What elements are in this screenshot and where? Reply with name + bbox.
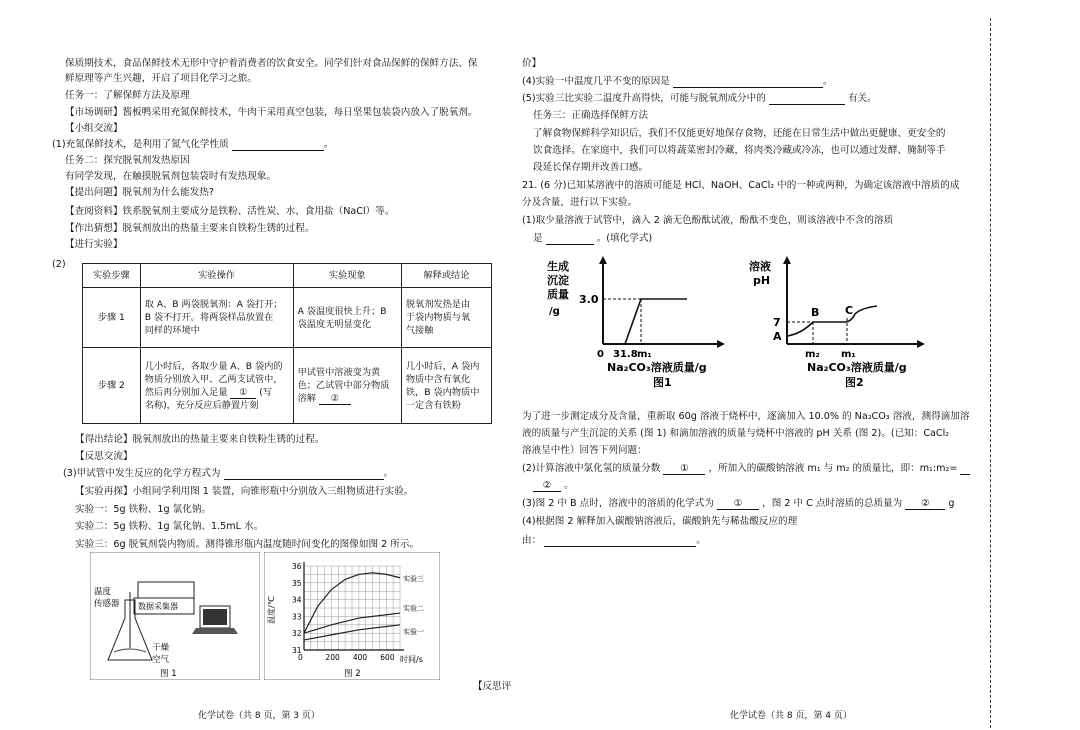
ask-question: 【提出问题】脱氧剂为什么能发热? (65, 187, 214, 198)
reflection-heading: 【反思交流】 (75, 451, 133, 462)
row2-operation (140, 348, 293, 424)
graph1-origin: 0 (597, 349, 604, 360)
graph2-ylabel: pH (753, 274, 771, 287)
answer-blank-s2-2[interactable]: ② (533, 479, 561, 492)
question-5-text: (5)实验三比实验二温度升高得快，可能与脱氧剂成分中的 (522, 93, 766, 104)
graph2-y7: 7 (773, 316, 781, 329)
row2-concl-line: 一定含有铁粉 (405, 399, 461, 411)
row1-concl-line: 于袋内物质与氧 (405, 312, 471, 323)
question-2-label: (2) (52, 259, 66, 270)
x-tick-label: 200 (325, 653, 340, 662)
chart-axes (292, 562, 404, 662)
experiment-heading: 【进行实验】 (65, 239, 123, 250)
row1-step: 步骤 1 (83, 288, 141, 348)
answer-blank-table-1[interactable]: ① (230, 386, 256, 399)
x-tick-label: 400 (352, 653, 368, 662)
sub-question-1-answer (533, 232, 652, 245)
intro-line-1: 保质期技术，食品保鲜技术无形中守护着消费者的饮食安全。同学们针对食品保鲜的保鲜方法、保 (65, 58, 478, 69)
answer-blank-table-2[interactable]: ② (319, 392, 351, 405)
paragraph-line: 溶液呈中性）回答下列问题： (522, 445, 647, 456)
row1-phen-line: 袋温度无明显变化 (297, 318, 372, 330)
graph1-y-arrow (599, 256, 607, 264)
row2-phen-line: 色；乙试管中部分物质 (297, 380, 390, 391)
answer-blank-q5[interactable] (769, 94, 845, 105)
header-step: 实验步骤 (83, 264, 141, 288)
task-one-heading: 任务一：了解保鲜方法及原理 (65, 90, 190, 101)
series-label: 实验二 (403, 604, 424, 613)
question-21-stem-2: 分及含量，进行以下实验。 (522, 197, 638, 208)
graph1-ylabel: 生成 (547, 260, 569, 273)
row2-concl-line: 铁，B 袋内物质中 (405, 386, 480, 398)
sub-question-1-suffix: 。(填化学式) (596, 233, 653, 244)
graph1-m1: m₁ (637, 349, 652, 360)
answer-blank-q1[interactable] (232, 140, 324, 151)
answer-blank-s3-2[interactable]: ② (905, 497, 945, 510)
row2-conclusion (401, 348, 491, 424)
graph1-x-arrow (717, 340, 725, 348)
graph2-m1: m₁ (841, 349, 856, 360)
answer-blank-s3-1[interactable]: ① (717, 497, 759, 510)
graph2-caption: 图2 (845, 376, 864, 389)
figure-2-temperature-chart (264, 552, 440, 680)
y-tick-label: 35 (292, 578, 302, 588)
question-4-text: (4)实验一中温度几乎不变的原因是 (522, 76, 670, 87)
re-experiment: 【实验再探】小组同学利用图 1 装置，向锥形瓶中分别放入三组物质进行实验。 (75, 486, 414, 497)
graph2-point-b: B (811, 306, 820, 319)
answer-blank-s1[interactable] (546, 234, 594, 245)
dry-air-label: 干燥 (152, 643, 170, 653)
paragraph-line: 液的质量与产生沉淀的关系 (图 1) 和滴加溶液的质量与烧杯中溶液的 pH 关系 (图 2)。(已知：CaCl₂ (522, 428, 950, 439)
question-21-stem: 21. (6 分)已知某溶液中的溶质可能是 HCl、NaOH、CaCl₂ 中的一种或两种，为确定该溶液中溶质的成 (522, 180, 960, 191)
sub-question-1: (1)取少量溶液于试管中，滴入 2 滴无色酚酞试液，酚酞不变色，则该溶液中不含的溶质 (522, 215, 894, 226)
x-tick-label: 600 (380, 653, 395, 662)
figure-1-caption: 图 1 (160, 669, 177, 679)
sub-question-3 (522, 497, 954, 510)
question-1: (1)充氮保鲜技术，是利用了氮气化学性质 。 (52, 139, 334, 150)
sub-question-1-prefix: 是 (533, 233, 543, 244)
row2-op-line: 几小时后，各取少量 A、B 袋内的 (144, 360, 283, 372)
graph1-caption: 图1 (653, 376, 672, 389)
row2-op-line (145, 386, 289, 399)
x-axis-label: 时间/s (400, 655, 423, 664)
market-research: 【市场调研】酱板鸭采用充氮保鲜技术，牛肉干采用真空包装，每日坚果包装袋内放入了脱氧剂。 (65, 107, 478, 118)
answer-blank-s4[interactable] (544, 536, 696, 547)
graph-2-ph (743, 252, 943, 390)
task-three-heading: 任务三：正确选择保鲜方法 (533, 110, 649, 121)
y-axis-label: 温度/℃ (267, 596, 276, 624)
collector-label: 数据采集器 (138, 602, 178, 611)
question-3-text: (3)甲试管中发生反应的化学方程式为 (63, 468, 221, 479)
answer-blank-s2-1[interactable]: ① (663, 462, 705, 475)
dry-air-label: 空气 (152, 655, 170, 665)
figure-2-caption: 图 2 (344, 669, 361, 679)
sensor-label: 传感器 (94, 599, 120, 609)
row2-op-line: 物质分别放入甲、乙两支试管中， (144, 373, 283, 385)
paragraph-line: 为了进一步测定成分及含量，重新取 60g 溶液于烧杯中，逐滴加入 10.0% 的 Na₂CO₃ 溶液，测得滴加溶 (522, 411, 970, 422)
knowledge-line: 段延长保存期并改善口感。 (533, 162, 649, 173)
graph1-x-value: 31.8 (613, 349, 638, 360)
question-5-suffix: 有关。 (847, 93, 877, 104)
sub-question-3-text-2: ，图 2 中 C 点时溶质的总质量为 (762, 498, 903, 509)
graph-1-precipitate (537, 252, 733, 390)
experiment-one: 实验一：5g 铁粉、1g 氯化钠。 (75, 504, 212, 515)
row2-op-line: 名称)，充分反应后静置片刻 (144, 399, 259, 411)
graph2-curve (787, 306, 877, 336)
y-tick-label: 33 (292, 612, 302, 622)
graph2-point-a: A (773, 330, 782, 343)
graph2-ylabel: 溶液 (749, 260, 771, 273)
graph1-line (625, 299, 687, 344)
graph2-m2: m₂ (805, 349, 820, 360)
reflect-eval-label: 【反思评 (473, 681, 512, 692)
y-tick-label: 31 (292, 646, 302, 655)
row2-concl-line: 几小时后，A 袋内 (405, 360, 480, 372)
row2-phenomenon (293, 348, 401, 424)
header-conclusion: 解释或结论 (401, 264, 491, 288)
graph2-xlabel: Na₂CO₃溶液质量/g (807, 361, 907, 374)
hypothesis: 【作出猜想】脱氧剂放出的热量主要来自铁粉生锈的过程。 (65, 223, 315, 234)
sub-question-4-answer: 由： 。 (522, 535, 706, 546)
sub-question-2-text-2: ，所加入的碳酸钠溶液 m₁ 与 m₂ 的质量比，即：m₁:m₂= (708, 463, 958, 474)
row2-op-suffix: (写 (259, 386, 273, 398)
row1-op-line: B 袋不打开。将两袋样品放置在 (144, 312, 274, 323)
conclusion: 【得出结论】脱氧剂放出的热量主要来自铁粉生锈的过程。 (75, 434, 325, 445)
row1-op-line: 同样的环境中 (144, 325, 200, 336)
sub-question-2-text: (2)计算溶液中氯化氢的质量分数 (522, 463, 661, 474)
x-tick-label: 0 (298, 653, 303, 662)
header-operation: 实验操作 (140, 264, 293, 288)
experiment-three: 实验三：6g 脱氧剂袋内物质。测得锥形瓶内温度随时间变化的图像如图 2 所示。 (75, 539, 420, 550)
laptop-base (192, 628, 238, 634)
binding-dashed-line (990, 18, 991, 728)
answer-blank-q4[interactable] (673, 77, 823, 88)
sub-question-3-text: (3)图 2 中 B 点时，溶液中的溶质的化学式为 (522, 498, 714, 509)
table-header-row (83, 264, 492, 288)
table-row (83, 288, 492, 348)
sub-question-2-cont (533, 479, 574, 492)
row1-concl-line: 气接触 (405, 325, 434, 336)
sensor-label: 温度 (94, 587, 112, 597)
row1-conclusion (401, 288, 491, 348)
observation: 有同学发现，在触摸脱氧剂包装袋时有发热现象。 (65, 171, 277, 182)
group-discussion: 【小组交流】 (65, 123, 123, 134)
row2-op-text: 然后再分别加入足量 (144, 386, 228, 398)
row2-phen-line (298, 392, 397, 405)
sub-question-4-prefix: 由： (522, 535, 542, 546)
intro-line-2: 鲜原理等产生兴趣，开启了项目化学习之旅。 (65, 73, 257, 84)
row1-phenomenon (293, 288, 401, 348)
row2-phen-text: 溶解 (297, 393, 316, 404)
page-footer-left: 化学试卷（共 8 页，第 3 页） (198, 711, 320, 721)
question-3: (3)甲试管中发生反应的化学方程式为 。 (63, 468, 394, 479)
sub-question-4: (4)根据图 2 解释加入碳酸钠溶液后，碳酸钠先与稀盐酸反应的理 (522, 516, 798, 527)
graph1-ylabel: 质量 (547, 288, 569, 301)
consult-info: 【查阅资料】铁系脱氧剂主要成分是铁粉、活性炭、水、食用盐（NaCl）等。 (65, 206, 395, 217)
row2-phen-line: 甲试管中溶液变为黄 (297, 367, 381, 378)
graph2-point-c: C (845, 304, 854, 317)
figure-1-apparatus (90, 552, 260, 680)
table-row (83, 348, 492, 424)
graph2-y-arrow (783, 256, 791, 264)
row1-op-line: 取 A、B 两袋脱氧剂：A 袋打开； (144, 299, 283, 310)
laptop-display (203, 609, 227, 625)
row1-concl-line: 脱氧剂发热是由 (405, 299, 471, 310)
graph2-x-arrow (917, 340, 925, 348)
experiment-table (82, 263, 492, 424)
y-tick-label: 32 (292, 629, 302, 639)
series-label: 实验三 (403, 574, 424, 583)
knowledge-line: 了解食物保鲜科学知识后，我们不仅能更好地保存食物，还能在日常生活中做出更健康、更安全的 (533, 128, 946, 139)
graph1-y-value: 3.0 (579, 293, 599, 306)
header-phenomenon: 实验现象 (293, 264, 401, 288)
sub-question-2 (522, 462, 970, 475)
figure-1-frame (90, 552, 260, 680)
question-1-text: (1)充氮保鲜技术，是利用了氮气化学性质 (52, 139, 229, 150)
answer-blank-q3[interactable] (224, 469, 384, 480)
y-tick-label: 36 (292, 562, 302, 571)
row2-step: 步骤 2 (83, 348, 141, 424)
series-label: 实验一 (403, 628, 424, 637)
sub-question-2-end: 。 (564, 480, 574, 491)
experiment-two: 实验二：5g 铁粉、1g 氯化钠、1.5mL 水。 (75, 521, 264, 532)
question-5 (522, 92, 877, 105)
y-tick-label: 34 (292, 595, 302, 605)
continuation: 价】 (522, 58, 542, 69)
page-footer-right: 化学试卷（共 8 页，第 4 页） (730, 711, 852, 721)
row1-operation (140, 288, 293, 348)
right-page (515, 0, 995, 730)
answer-blank-s2-tail[interactable] (960, 464, 970, 475)
question-4: (4)实验一中温度几乎不变的原因是 。 (522, 76, 833, 87)
row2-concl-line: 物质中含有氧化 (405, 373, 471, 385)
knowledge-line: 饮食选择。在家庭中，我们可以将蔬菜密封冷藏，将肉类冷藏或冷冻，也可以通过发酵、腌制等手 (533, 145, 946, 156)
sub-question-3-unit: g (948, 498, 955, 509)
graph1-ylabel: /g (549, 306, 560, 317)
graph1-ylabel: 沉淀 (547, 274, 569, 287)
graph1-xlabel: Na₂CO₃溶液质量/g (607, 361, 707, 374)
task-two-heading: 任务二：探究脱氧剂发热原因 (65, 155, 190, 166)
row1-phen-line: A 袋温度很快上升；B (297, 305, 387, 317)
flask-contents (114, 649, 146, 652)
